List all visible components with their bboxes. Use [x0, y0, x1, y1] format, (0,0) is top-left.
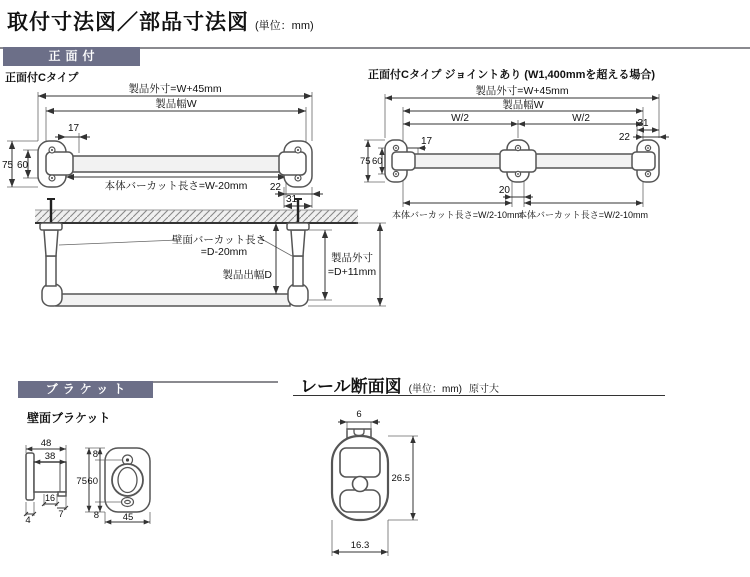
outer-dim-label: 製品外寸=W+45mm: [128, 83, 222, 95]
w-half-left-label: W/2: [451, 113, 469, 124]
right-clamp: [632, 152, 655, 170]
bar-cut-label: 本体バーカット長さ=W-20mm: [104, 180, 248, 192]
left-clamp: [46, 152, 73, 175]
bar: [66, 156, 286, 172]
c-type-plan-diagram: [0, 196, 400, 328]
rail-dim-16-3-label: 16.3: [350, 540, 370, 551]
c-type-joint-diagram: [360, 60, 750, 235]
width-dim-label: 製品幅W: [155, 98, 197, 110]
upper-cavity: [340, 448, 380, 477]
page-unit-note: (単位：mm): [255, 20, 314, 32]
rail-dim-6-label: 6: [356, 409, 362, 420]
right-post-taper: [291, 230, 305, 256]
wall-bracket-label: 壁面ブラケット: [27, 411, 111, 425]
bar-cut-right-label: 本体バーカット長さ=W/2-10mm: [518, 210, 648, 220]
body-side: [34, 462, 66, 492]
dim-75-label: 75: [2, 160, 14, 171]
bar-right-half: [529, 154, 643, 168]
front-dim-75-label: 75: [76, 476, 87, 487]
wall-bracket-diagram: [12, 425, 182, 540]
rail-scale-note: 原寸大: [469, 384, 499, 395]
center-joint-clamp: [500, 150, 536, 172]
page-header: [7, 6, 314, 36]
rail-cross-section-diagram: [300, 398, 430, 573]
dim-17-label: 17: [68, 123, 80, 134]
joint-dim-60-label: 60: [372, 156, 383, 167]
page-title: 取付寸法図／部品寸法図: [7, 11, 249, 34]
joint-dim-75-label: 75: [360, 156, 371, 167]
body-step: [58, 492, 66, 496]
w-half-right-label: W/2: [572, 113, 590, 124]
rail-section-rule: [293, 395, 665, 396]
dim-31-label: 31: [286, 194, 298, 205]
front-section-badge: 正面付: [3, 47, 140, 66]
right-elbow: [288, 284, 308, 306]
rail-unit-note: (単位：mm): [408, 384, 462, 395]
rail-dim-26-5-label: 26.5: [391, 473, 410, 484]
front-dim-8-bottom-label: 8: [93, 510, 99, 521]
rail-profile: [332, 429, 388, 520]
bar-plan: [56, 294, 290, 306]
right-flange: [287, 223, 309, 230]
rail-section-title: レール断面図: [300, 377, 402, 396]
keyhole-channel: [353, 477, 368, 492]
joint-type-title: 正面付Cタイプ ジョイントあり (W1,400mmを超える場合): [368, 69, 656, 81]
lower-cavity: [340, 490, 380, 512]
rail-socket-inner: [118, 468, 137, 493]
plan-extension-lines: [308, 223, 386, 306]
dim-48-label: 48: [40, 438, 52, 449]
joint-dim-17-label: 17: [421, 136, 433, 147]
joint-outer-dim-label: 製品外寸=W+45mm: [475, 85, 569, 97]
joint-dim-20-label: 20: [498, 185, 510, 196]
bar-cut-left-label: 本体バーカット長さ=W/2-10mm: [392, 210, 522, 220]
joint-width-dim-label: 製品幅W: [502, 99, 544, 111]
c-type-title: 正面付Cタイプ: [5, 72, 79, 84]
dim-38-label: 38: [44, 451, 56, 462]
outer-label-1: 製品外寸: [331, 252, 373, 264]
dim-4-label: 4: [25, 515, 31, 526]
joint-dim-31-label: 31: [637, 118, 649, 129]
front-dim-45-label: 45: [122, 512, 134, 523]
front-dim-8-top-label: 8: [92, 449, 98, 460]
wall: [35, 210, 358, 223]
rail-section-header: [300, 372, 499, 397]
left-post: [46, 256, 56, 286]
right-post: [293, 256, 303, 286]
right-clamp: [279, 152, 306, 175]
flange-side: [26, 453, 34, 500]
bar-left-half: [403, 154, 507, 168]
dim-22-label: 22: [269, 182, 281, 193]
depth-label: 製品出幅D: [222, 269, 272, 281]
dim-7-label: 7: [58, 509, 64, 520]
dim-60-label: 60: [17, 160, 29, 171]
wall-cut-label-1: 壁面バーカット長さ: [171, 234, 267, 246]
wall-cut-label-2: =D-20mm: [200, 246, 248, 258]
outer-label-2: =D+11mm: [327, 266, 377, 278]
joint-dim-22-label: 22: [618, 132, 630, 143]
dim-16-label: 16: [44, 493, 56, 503]
left-flange: [40, 223, 62, 230]
bracket-section-badge: ブラケット: [18, 381, 153, 398]
left-clamp: [392, 152, 415, 170]
left-post-taper: [44, 230, 58, 256]
front-dim-60-label: 60: [87, 476, 98, 487]
left-elbow: [42, 284, 62, 306]
